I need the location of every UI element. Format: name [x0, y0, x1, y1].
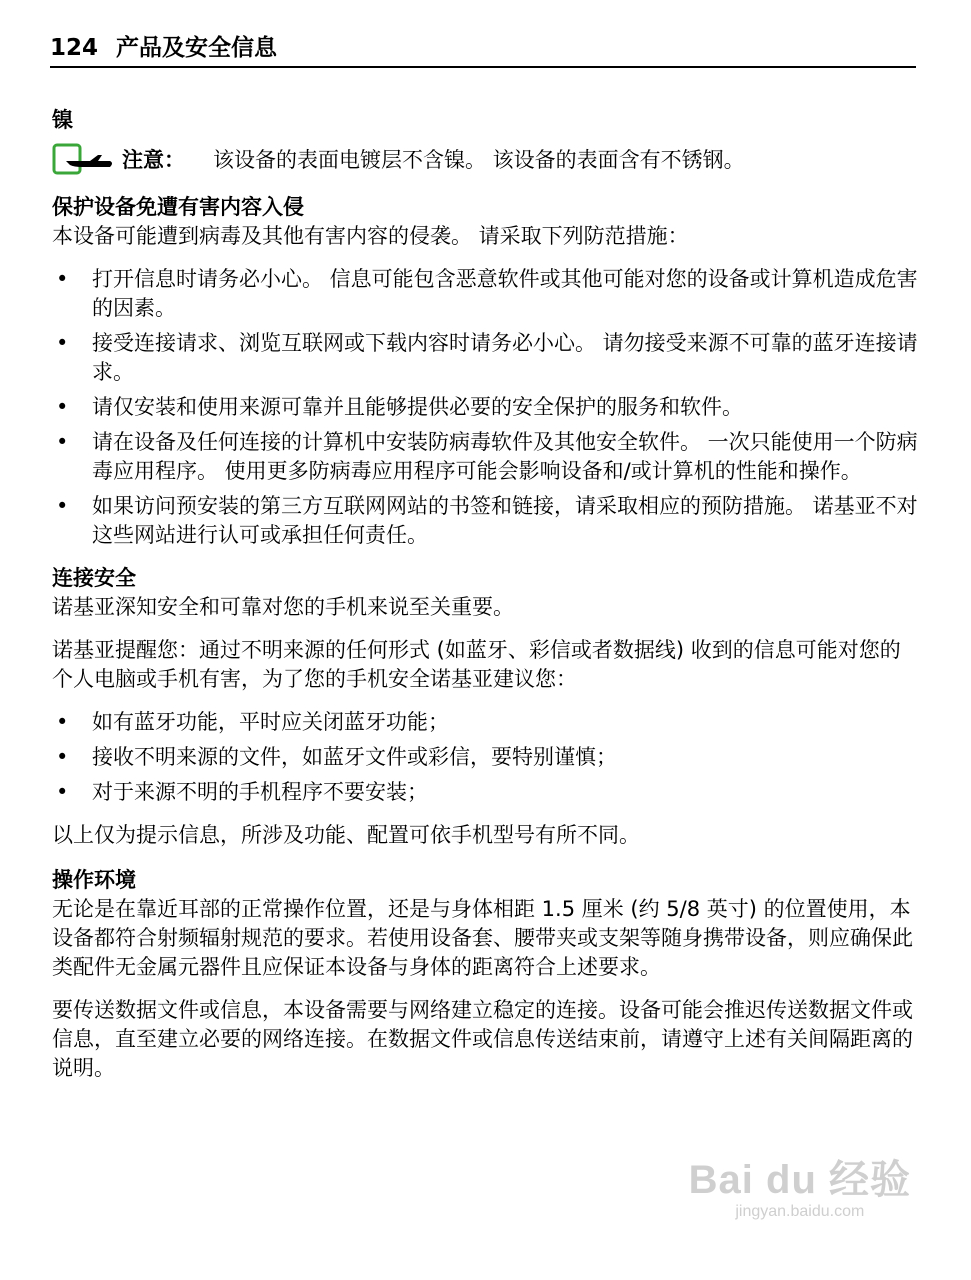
section-title-env: 操作环境 [52, 868, 136, 892]
protect-list [52, 265, 918, 550]
watermark-logo: Bai du 经验 [688, 1158, 911, 1202]
list-item: • 打开信息时请务必小心。 信息可能包含恶意软件或其他可能对您的设备或计算机造成危害的因素。 [56, 267, 918, 320]
protect-intro: 本设备可能遭到病毒及其他有害内容的侵袭。 请采取下列防范措施： [52, 224, 689, 248]
section-title-nickel: 镍 [52, 108, 73, 132]
watermark-url: jingyan.baidu.com [735, 1203, 865, 1220]
connect-p2: 诺基亚提醒您：通过不明来源的任何形式 (如蓝牙、彩信或者数据线) 收到的信息可能对您的个人电脑或手机有害，为了您的手机安全诺基亚建议您： [52, 638, 901, 691]
baidu-watermark [689, 1148, 911, 1221]
list-item: • 请在设备及任何连接的计算机中安装防病毒软件及其他安全软件。 一次只能使用一个防病毒应用程序。 使用更多防病毒应用程序可能会影响设备和/或计算机的性能和操作。 [56, 430, 918, 483]
document-body [52, 106, 918, 1083]
page-number: 124 [50, 35, 99, 61]
connect-p3: 以上仅为提示信息，所涉及功能、配置可依手机型号有所不同。 [52, 823, 640, 847]
env-p2: 要传送数据文件或信息，本设备需要与网络建立稳定的连接。设备可能会推迟传送数据文件或信息，直至建立必要的网络连接。在数据文件或信息传送结束前，请遵守上述有关间隔距离的说明。 [52, 998, 913, 1080]
section-title-connect: 连接安全 [52, 566, 136, 590]
page-header [50, 34, 916, 68]
list-item: • 对于来源不明的手机程序不要安装； [56, 780, 428, 804]
list-item: • 如有蓝牙功能，平时应关闭蓝牙功能； [56, 710, 449, 734]
note-label: 注意： [122, 147, 185, 172]
note-box [52, 143, 918, 177]
list-item: • 接收不明来源的文件，如蓝牙文件或彩信，要特别谨慎； [56, 745, 617, 769]
env-p1: 无论是在靠近耳部的正常操作位置，还是与身体相距 1.5 厘米 (约 5/8 英寸) 的位置使用，本设备都符合射频辐射规范的要求。若使用设备套、腰带夹或支架等随身携带设备，则应确保此类配件无金属元器件且应保证本设备与身体的距离符合上述要求。 [52, 897, 913, 979]
connect-p1: 诺基亚深知安全和可靠对您的手机来说至关重要。 [52, 595, 514, 619]
note-text: 该设备的表面电镀层不含镍。 该设备的表面含有不锈钢。 [213, 147, 745, 172]
list-item: • 接受连接请求、浏览互联网或下载内容时请务必小心。 请勿接受来源不可靠的蓝牙连接请求。 [56, 331, 918, 384]
list-item: • 请仅安装和使用来源可靠并且能够提供必要的安全保护的服务和软件。 [56, 395, 743, 419]
connect-list [52, 708, 918, 807]
page-header-title: 产品及安全信息 [116, 35, 278, 61]
list-item: • 如果访问预安装的第三方互联网网站的书签和链接，请采取相应的预防措施。 诺基亚不对这些网站进行认可或承担任何责任。 [56, 494, 918, 547]
section-title-protect: 保护设备免遭有害内容入侵 [52, 195, 304, 219]
note-hand-icon [52, 143, 116, 177]
